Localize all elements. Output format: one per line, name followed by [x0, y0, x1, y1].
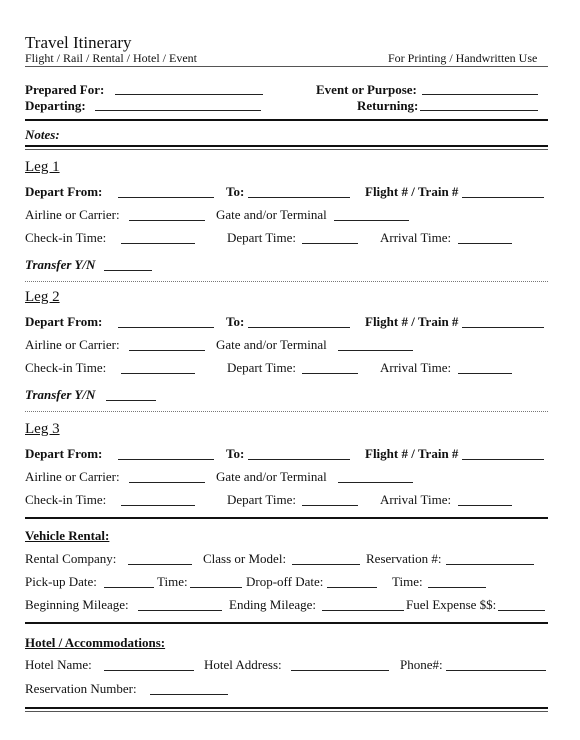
rental-company-label: Rental Company: — [25, 551, 117, 566]
leg2-gate-label: Gate and/or Terminal — [216, 337, 327, 352]
vehicle-heading: Vehicle Rental: — [25, 528, 110, 543]
hotel-address-label: Hotel Address: — [204, 657, 282, 672]
leg1-title: Leg 1 — [25, 159, 60, 175]
vehicle-section-rule — [25, 517, 548, 519]
event-purpose-field[interactable] — [422, 94, 538, 95]
class-model-field[interactable] — [292, 564, 360, 565]
reservation-label: Reservation #: — [366, 551, 442, 566]
leg1-checkin-label: Check-in Time: — [25, 230, 107, 245]
pickup-time-field[interactable] — [190, 587, 242, 588]
leg1-arrival-label: Arrival Time: — [380, 230, 452, 245]
leg3-checkin-label: Check-in Time: — [25, 492, 107, 507]
leg1-depart-from-label: Depart From: — [25, 184, 103, 199]
double-rule-top — [25, 145, 548, 147]
pickup-time-label: Time: — [157, 574, 188, 589]
hotel-phone-field[interactable] — [446, 670, 546, 671]
leg1-arrival-field[interactable] — [458, 243, 512, 244]
use-note: For Printing / Handwritten Use — [388, 51, 538, 65]
leg2-transfer-label: Transfer Y/N — [25, 387, 96, 402]
footer-rule-bottom — [25, 711, 548, 712]
page-subtitle: Flight / Rail / Rental / Hotel / Event — [25, 51, 197, 65]
header-rule — [25, 66, 548, 67]
returning-field[interactable] — [420, 110, 538, 111]
leg2-depart-from-field[interactable] — [118, 327, 214, 328]
leg3-flight-label: Flight # / Train # — [365, 446, 459, 461]
event-purpose-label: Event or Purpose: — [316, 82, 417, 97]
leg3-arrival-label: Arrival Time: — [380, 492, 452, 507]
leg3-gate-label: Gate and/or Terminal — [216, 469, 327, 484]
returning-label: Returning: — [357, 98, 419, 113]
leg2-to-label: To: — [226, 314, 245, 329]
leg2-flight-field[interactable] — [462, 327, 544, 328]
leg3-depart-from-label: Depart From: — [25, 446, 103, 461]
leg2-depart-time-field[interactable] — [302, 373, 358, 374]
leg3-checkin-field[interactable] — [121, 505, 195, 506]
reservation-field[interactable] — [446, 564, 534, 565]
begin-mileage-field[interactable] — [138, 610, 222, 611]
leg2-checkin-field[interactable] — [121, 373, 195, 374]
leg2-to-field[interactable] — [248, 327, 350, 328]
rental-company-field[interactable] — [128, 564, 192, 565]
dropoff-time-field[interactable] — [428, 587, 486, 588]
reservation-number-label: Reservation Number: — [25, 681, 137, 696]
leg3-to-label: To: — [226, 446, 245, 461]
end-mileage-label: Ending Mileage: — [229, 597, 317, 612]
leg2-transfer-field[interactable] — [106, 400, 156, 401]
leg1-transfer-label: Transfer Y/N — [25, 257, 96, 272]
leg1-to-field[interactable] — [248, 197, 350, 198]
notes-label: Notes: — [25, 127, 60, 142]
leg2-airline-field[interactable] — [129, 350, 205, 351]
hotel-heading: Hotel / Accommodations: — [25, 635, 166, 650]
departing-label: Departing: — [25, 98, 86, 113]
hotel-phone-label: Phone#: — [400, 657, 443, 672]
leg1-transfer-field[interactable] — [104, 270, 152, 271]
dropoff-time-label: Time: — [392, 574, 423, 589]
leg2-airline-label: Airline or Carrier: — [25, 337, 120, 352]
pickup-date-field[interactable] — [104, 587, 154, 588]
class-model-label: Class or Model: — [203, 551, 287, 566]
leg3-to-field[interactable] — [248, 459, 350, 460]
section-rule — [25, 119, 548, 121]
leg3-depart-time-field[interactable] — [302, 505, 358, 506]
leg1-flight-label: Flight # / Train # — [365, 184, 459, 199]
leg1-gate-label: Gate and/or Terminal — [216, 207, 327, 222]
leg1-flight-field[interactable] — [462, 197, 544, 198]
leg1-checkin-field[interactable] — [121, 243, 195, 244]
end-mileage-field[interactable] — [322, 610, 404, 611]
prepared-for-label: Prepared For: — [25, 82, 105, 97]
leg1-airline-label: Airline or Carrier: — [25, 207, 120, 222]
prepared-for-field[interactable] — [115, 94, 263, 95]
hotel-name-label: Hotel Name: — [25, 657, 92, 672]
dropoff-date-label: Drop-off Date: — [246, 574, 324, 589]
pickup-date-label: Pick-up Date: — [25, 574, 97, 589]
leg2-title: Leg 2 — [25, 289, 60, 305]
leg2-arrival-field[interactable] — [458, 373, 512, 374]
hotel-section-rule — [25, 622, 548, 624]
begin-mileage-label: Beginning Mileage: — [25, 597, 129, 612]
leg2-arrival-label: Arrival Time: — [380, 360, 452, 375]
leg1-airline-field[interactable] — [129, 220, 205, 221]
leg1-depart-from-field[interactable] — [118, 197, 214, 198]
hotel-address-field[interactable] — [291, 670, 389, 671]
leg3-flight-field[interactable] — [462, 459, 544, 460]
fuel-expense-label: Fuel Expense $$: — [406, 597, 497, 612]
leg3-airline-field[interactable] — [129, 482, 205, 483]
leg2-checkin-label: Check-in Time: — [25, 360, 107, 375]
leg3-depart-from-field[interactable] — [118, 459, 214, 460]
leg1-separator — [25, 281, 548, 282]
double-rule-bottom — [25, 149, 548, 150]
leg1-depart-time-label: Depart Time: — [227, 230, 296, 245]
page-title: Travel Itinerary — [25, 33, 132, 52]
leg3-airline-label: Airline or Carrier: — [25, 469, 120, 484]
leg2-depart-time-label: Depart Time: — [227, 360, 296, 375]
leg1-depart-time-field[interactable] — [302, 243, 358, 244]
leg1-gate-field[interactable] — [334, 220, 409, 221]
leg2-gate-field[interactable] — [338, 350, 413, 351]
leg1-to-label: To: — [226, 184, 245, 199]
leg3-arrival-field[interactable] — [458, 505, 512, 506]
leg2-separator — [25, 411, 548, 412]
leg3-title: Leg 3 — [25, 421, 60, 437]
leg2-depart-from-label: Depart From: — [25, 314, 103, 329]
hotel-name-field[interactable] — [104, 670, 194, 671]
dropoff-date-field[interactable] — [327, 587, 377, 588]
leg2-flight-label: Flight # / Train # — [365, 314, 459, 329]
reservation-number-field[interactable] — [150, 694, 228, 695]
footer-rule-top — [25, 707, 548, 709]
departing-field[interactable] — [95, 110, 261, 111]
leg3-depart-time-label: Depart Time: — [227, 492, 296, 507]
fuel-expense-field[interactable] — [498, 610, 545, 611]
leg3-gate-field[interactable] — [338, 482, 413, 483]
